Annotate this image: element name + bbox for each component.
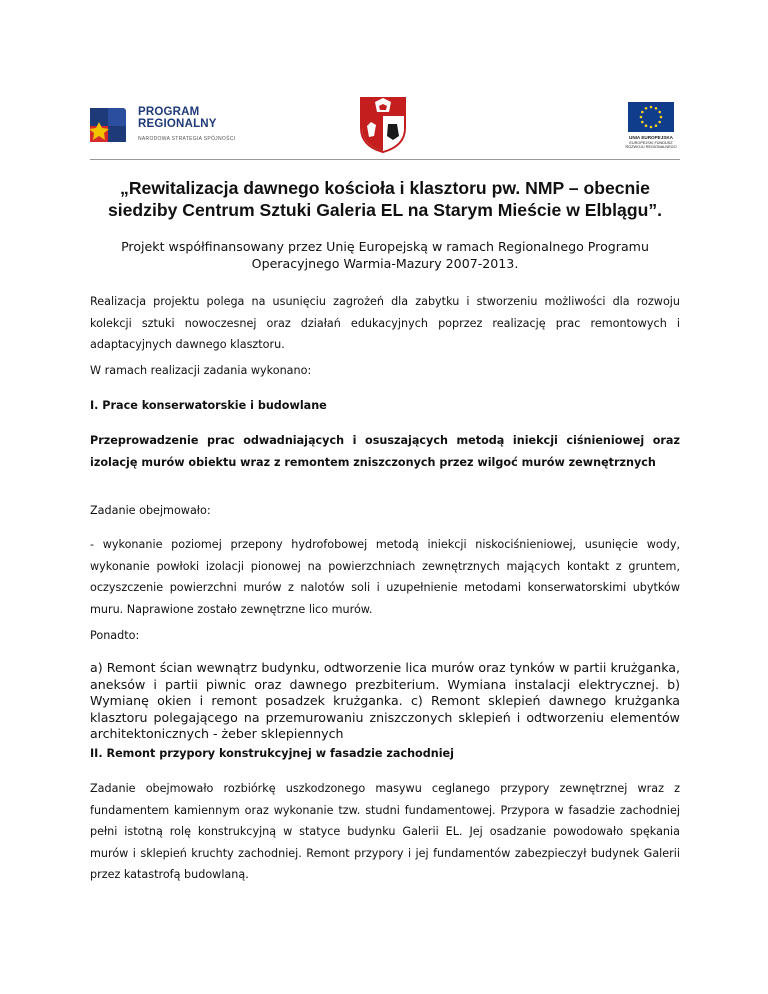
- program-regionalny-logo: [90, 100, 250, 152]
- program-regionalny-line2: REGIONALNY: [138, 118, 217, 130]
- program-regionalny-sub: NARODOWA STRATEGIA SPÓJNOŚCI: [138, 136, 236, 142]
- document-title: „Rewitalizacja dawnego kościoła i klasztoru pw. NMP – obecnie siedziby Centrum Sztuki Galeria EL na Starym Mieście w Elblągu”.: [107, 178, 663, 220]
- section1-additional-label: Ponadto:: [90, 629, 140, 642]
- eu-logo-line1: UNIA EUROPEJSKA: [629, 135, 673, 140]
- program-regionalny-line1: PROGRAM: [138, 106, 200, 118]
- document-subtitle: Projekt współfinansowany przez Unię Europejską w ramach Regionalnego Programu Operacyjnego Warmia-Mazury 2007-2013.: [121, 239, 649, 271]
- header-divider: [90, 159, 680, 160]
- section1-task-text: - wykonanie poziomej przepony hydrofobowej metodą iniekcji niskociśnieniowej, usunięcie wody, wykonanie powłoki izolacji pionowej na powierzchniach zewnętrznych mających kontakt z gruntem, oczyszczenie powierzchni murów z nalotów soli i uzupełnienie metodami konserwatorskimi ubytków muru. Naprawione zostało zewnętrzne lico murów.: [90, 538, 680, 616]
- eu-logo: [622, 102, 682, 154]
- logo-bar: [90, 96, 680, 158]
- scope-lead: W ramach realizacji zadania wykonano:: [90, 364, 312, 377]
- section2-text: Zadanie obejmowało rozbiórkę uszkodzonego masywu ceglanego przypory zewnętrznej wraz z fundamentem kamiennym oraz wykonanie tzw. studni fundamentowej. Przypora w fasadzie zachodniej pełni istotną rolę konstrukcyjną w statyce budynku Galerii EL. Jej osadzanie powodowało spękania murów i sklepień kruchty zachodniej. Remont przypory i jej fundamentów zabezpieczył budynek Galerii przez katastrofą budowlaną.: [90, 782, 680, 882]
- section2-heading: II. Remont przypory konstrukcyjnej w fasadzie zachodniej: [90, 747, 454, 760]
- section1-heading: I. Prace konserwatorskie i budowlane: [90, 399, 327, 412]
- section1-subheading: Przeprowadzenie prac odwadniających i osuszających metodą iniekcji ciśnieniowej oraz izolację murów obiektu wraz z remontem zniszczonych przez wilgoć murów zewnętrznych: [90, 434, 680, 469]
- program-regionalny-text: [138, 106, 217, 130]
- program-regionalny-mark-icon: [90, 102, 134, 144]
- section1-task-label: Zadanie obejmowało:: [90, 504, 211, 517]
- intro-paragraph: Realizacja projektu polega na usunięciu zagrożeń dla zabytku i stworzeniu możliwości dla rozwoju kolekcji sztuki nowoczesnej oraz działań edukacyjnych poprzez realizację prac remontowych i adaptacyjnych dawnego klasztoru.: [90, 295, 680, 352]
- eu-logo-line2: EUROPEJSKI FUNDUSZ: [629, 141, 673, 145]
- section1-additional-text: a) Remont ścian wewnątrz budynku, odtworzenie lica murów oraz tynków w partii krużganka, aneksów i partii piwnic oraz dawnego prezbiterium. Wymiana instalacji elektrycznej. b) Wymianę okien i remont posadzek krużganka. c) Remont sklepień dawnego krużganka klasztoru polegającego na przemurowaniu zniszczonych sklepień i odtworzeniu elementów architektonicznych - żeber sklepiennych: [90, 660, 680, 742]
- warmia-mazury-coat-of-arms-icon: [359, 96, 407, 154]
- eu-logo-subtext: [622, 141, 680, 150]
- eu-flag-icon: [628, 102, 674, 132]
- eu-logo-line3: ROZWOJU REGIONALNEGO: [625, 145, 677, 150]
